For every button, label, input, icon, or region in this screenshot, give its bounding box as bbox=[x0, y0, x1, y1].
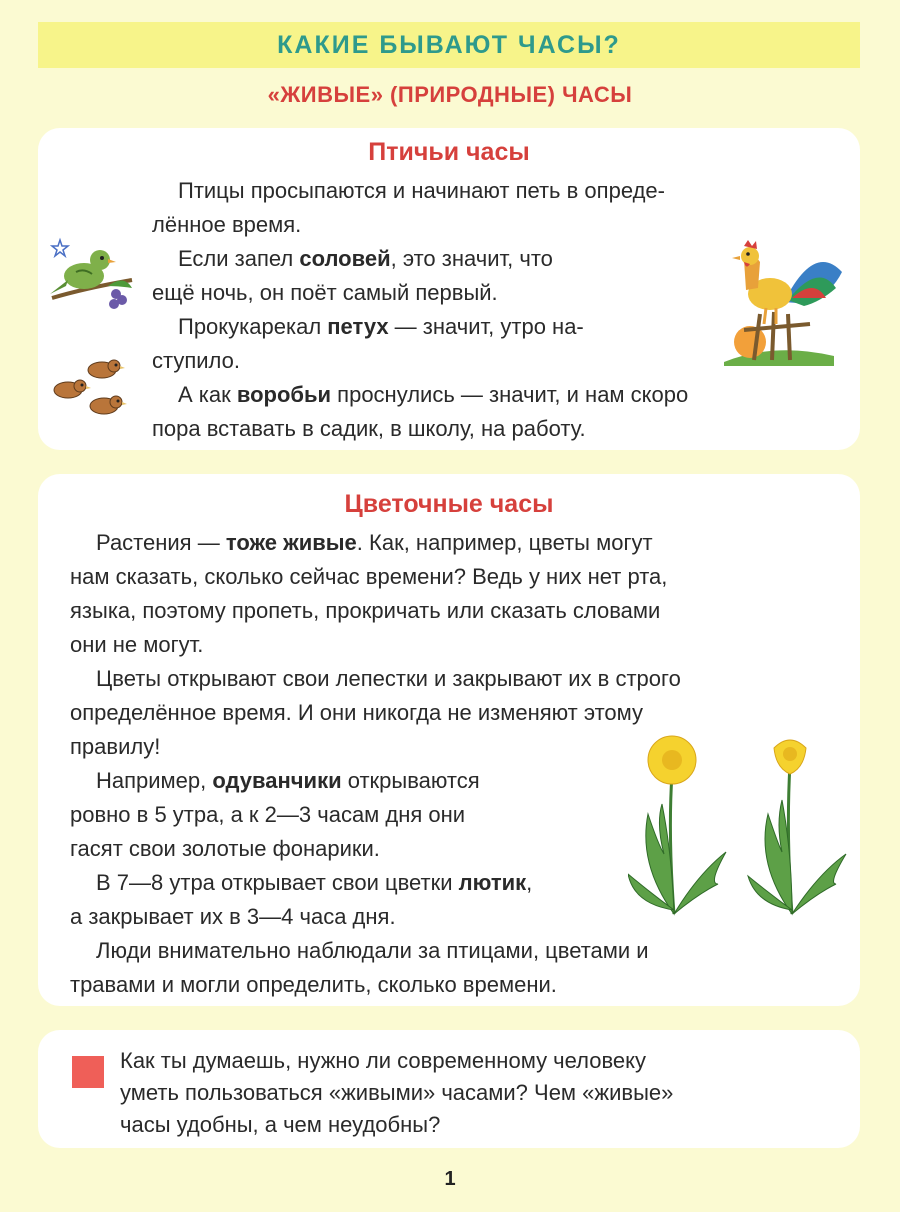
flower-clock-heading: Цветочные часы bbox=[344, 490, 554, 518]
bird-clock-card bbox=[38, 128, 860, 450]
question-card bbox=[38, 1030, 860, 1148]
bird-text-3c: — значит, утро на- bbox=[388, 314, 584, 339]
sparrows-illustration bbox=[44, 356, 136, 426]
bird-text-4a: А как bbox=[178, 382, 237, 407]
flower-text-7: правилу! bbox=[70, 734, 161, 759]
flower-text-2: нам сказать, сколько сейчас времени? Ведь у них нет рта, bbox=[70, 564, 668, 589]
bird-text-2d: ещё ночь, он поёт самый первый. bbox=[152, 280, 498, 305]
flower-text-11c: , bbox=[526, 870, 533, 895]
bird-text-2c: , это значит, что bbox=[390, 246, 553, 271]
page-number: 1 bbox=[444, 1168, 456, 1190]
word-dandelions: одуванчики bbox=[212, 768, 342, 793]
flower-text-8c: открываются bbox=[341, 768, 480, 793]
flower-text-13: Люди внимательно наблюдали за птицами, цветами и bbox=[96, 938, 649, 963]
flower-text-11a: В 7—8 утра открывает свои цветки bbox=[96, 870, 459, 895]
flower-text-1c: . Как, например, цветы могут bbox=[356, 530, 653, 555]
question-text-2: уметь пользоваться «живыми» часами? Чем «живые» bbox=[120, 1080, 674, 1105]
flower-clock-card bbox=[38, 474, 860, 1006]
question-text-3: часы удобны, а чем неудобны? bbox=[120, 1112, 441, 1137]
page-title: КАКИЕ БЫВАЮТ ЧАСЫ? bbox=[277, 30, 621, 59]
phrase-also-alive: тоже живые bbox=[225, 530, 357, 555]
flower-text-3: языка, поэтому пропеть, прокричать или сказать словами bbox=[70, 598, 661, 623]
question-marker-square bbox=[72, 1056, 104, 1088]
bird-text-4c: проснулись — значит, и нам скоро bbox=[331, 382, 689, 407]
bird-text-3d: ступило. bbox=[152, 348, 240, 373]
bird-text-1b: лённое время. bbox=[152, 212, 302, 237]
rooster-illustration bbox=[714, 232, 850, 366]
page-subtitle: «ЖИВЫЕ» (ПРИРОДНЫЕ) ЧАСЫ bbox=[267, 82, 633, 107]
title-band bbox=[38, 22, 860, 68]
bird-text-4d: пора вставать в садик, в школу, на работу. bbox=[152, 416, 586, 441]
word-sparrows: воробьи bbox=[236, 382, 332, 407]
flower-text-9: ровно в 5 утра, а к 2—3 часам дня они bbox=[70, 802, 466, 827]
bird-text-2a: Если запел bbox=[178, 246, 300, 271]
flower-text-10: гасят свои золотые фонарики. bbox=[70, 836, 380, 861]
flower-text-5: Цветы открывают свои лепестки и закрывают их в строго bbox=[96, 666, 681, 691]
flower-text-6: определённое время. И они никогда не изменяют этому bbox=[70, 700, 644, 725]
bird-clock-heading: Птичьи часы bbox=[368, 138, 530, 166]
question-text-1: Как ты думаешь, нужно ли современному человеку bbox=[120, 1048, 647, 1073]
dandelions-illustration bbox=[628, 734, 850, 924]
bird-text-3a: Прокукарекал bbox=[178, 314, 328, 339]
word-nightingale: соловей bbox=[299, 246, 391, 271]
word-rooster: петух bbox=[327, 314, 389, 339]
bird-text-1: Птицы просыпаются и начинают петь в опреде- bbox=[178, 178, 665, 203]
flower-text-14: травами и могли определить, сколько времени. bbox=[70, 972, 557, 997]
flower-text-1a: Растения — bbox=[96, 530, 226, 555]
flower-text-4: они не могут. bbox=[70, 632, 204, 657]
flower-text-8a: Например, bbox=[96, 768, 213, 793]
flower-text-12: а закрывает их в 3—4 часа дня. bbox=[70, 904, 396, 929]
word-buttercup: лютик bbox=[458, 870, 527, 895]
bird-on-branch-illustration bbox=[46, 228, 138, 320]
